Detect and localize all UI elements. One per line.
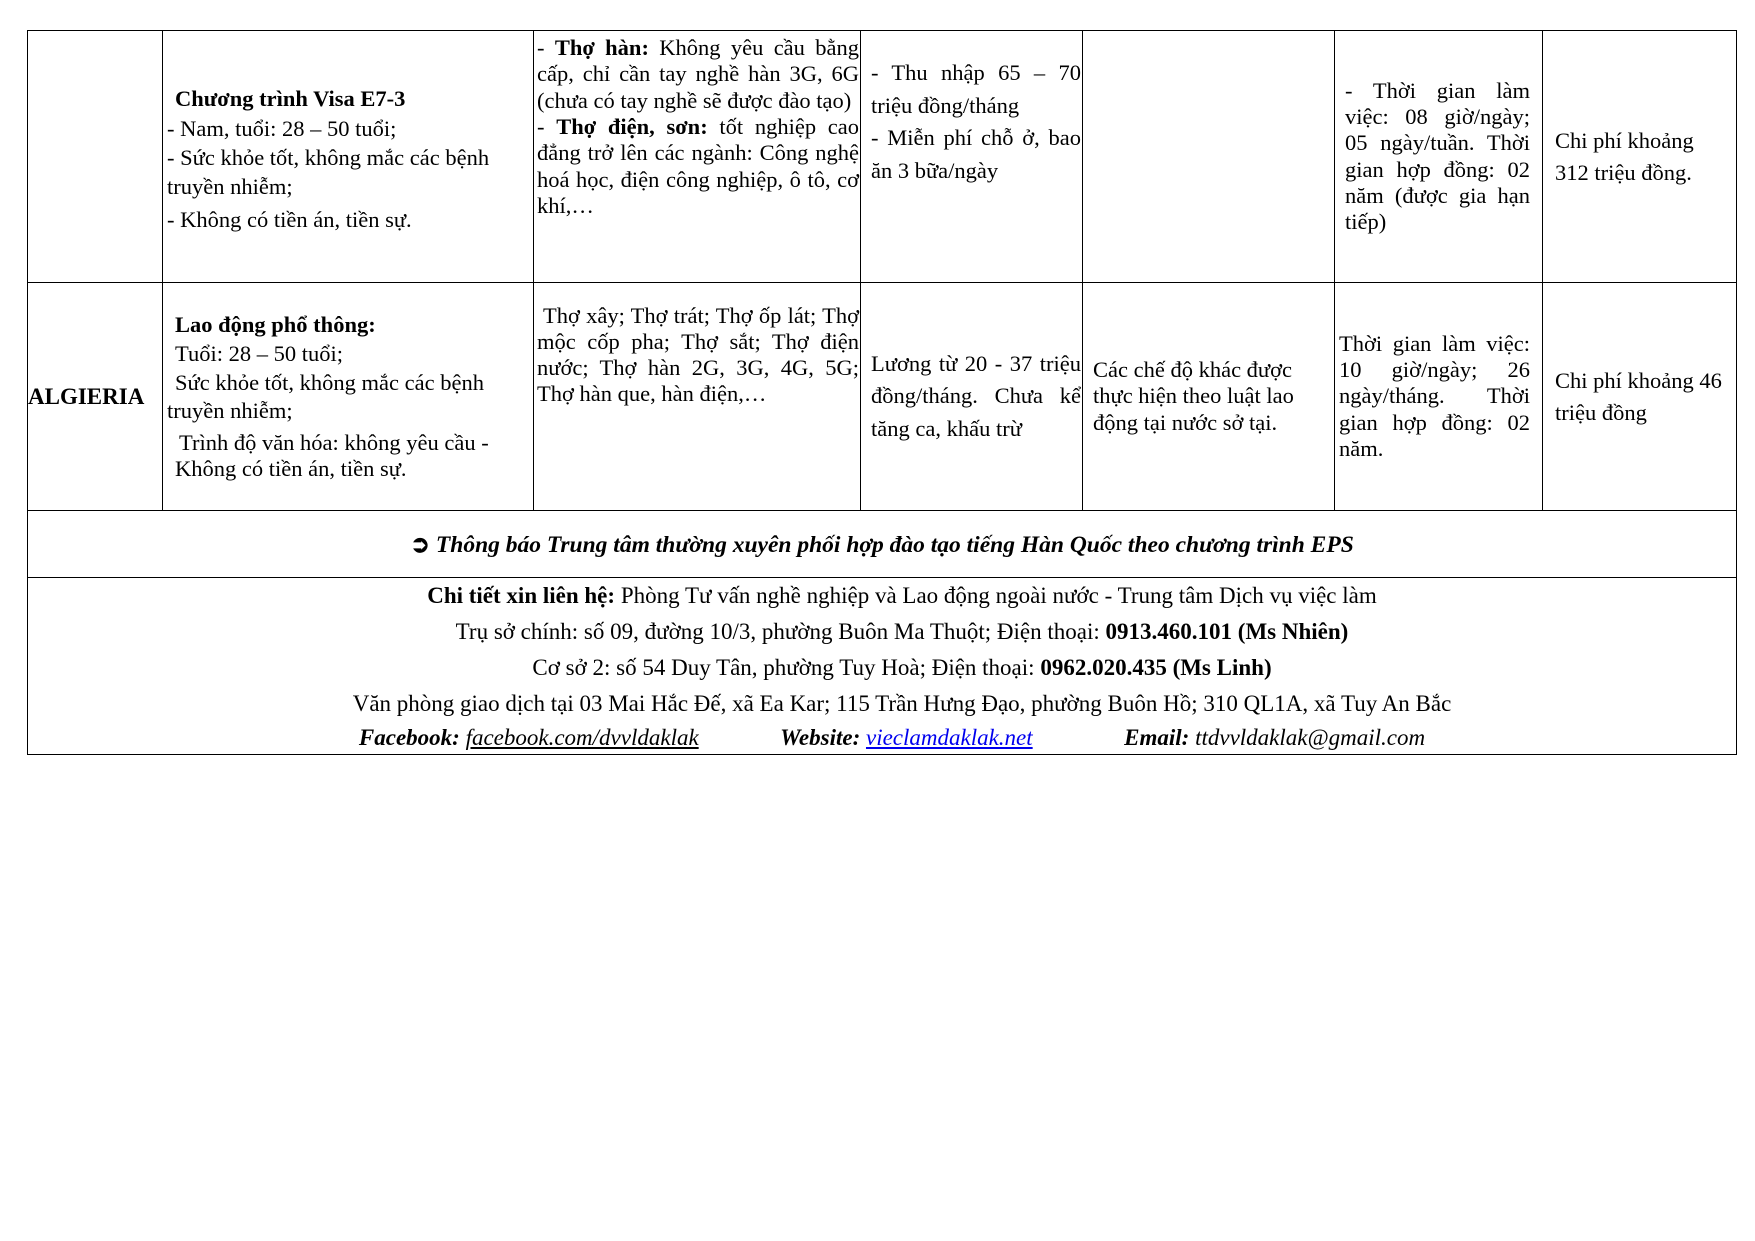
facebook-label: Facebook:: [358, 725, 460, 750]
benefits-cell-empty: [1083, 31, 1335, 283]
branch-address: Cơ sở 2: số 54 Duy Tân, phường Tuy Hoà; Điện thoại:: [532, 655, 1035, 680]
jobs-cell: [534, 283, 861, 511]
branch-phone: 0962.020.435 (Ms Linh): [1040, 655, 1272, 680]
requirement-line: - Nam, tuổi: 28 – 50 tuổi;: [167, 115, 397, 141]
program-title: Lao động phổ thông:: [175, 312, 376, 338]
requirement-line: - Sức khỏe tốt, không mắc các bệnh truyền nhiễm;: [167, 144, 490, 200]
website-label: Website:: [780, 725, 861, 750]
worktime-text: - Thời gian làm việc: 08 giờ/ngày; 05 ngày/tuần. Thời gian hợp đồng: 02 năm (được gia hạn tiếp): [1345, 77, 1530, 235]
requirement-line: Sức khỏe tốt, không mắc các bệnh truyền nhiễm;: [167, 369, 484, 424]
welder-label: Thợ hàn:: [554, 35, 649, 60]
email-address[interactable]: ttdvvldaklak@gmail.com: [1195, 725, 1426, 750]
cost-text: Chi phí khoảng 46 triệu đồng: [1555, 368, 1722, 425]
notice-text: Thông báo Trung tâm thường xuyên phối hợp đào tạo tiếng Hàn Quốc theo chương trình EPS: [435, 531, 1354, 558]
table-row-e7: [28, 31, 1737, 283]
welder-text: Không yêu cầu bằng cấp, chỉ cần tay nghề hàn 3G, 6G (chưa có tay nghề sẽ được đào tạo): [537, 35, 859, 113]
worktime-cell: [1335, 31, 1543, 283]
income-line: - Thu nhập 65 – 70 triệu đồng/tháng: [871, 60, 1081, 118]
contact-label: Chi tiết xin liên hệ:: [427, 583, 616, 608]
hq-phone: 0913.460.101 (Ms Nhiên): [1105, 619, 1349, 644]
electric-text: tốt nghiệp cao đẳng trở lên các ngành: Công nghệ hoá học, điện công nghiệp, ô tô, cơ khí,…: [537, 113, 860, 218]
cost-cell: [1543, 31, 1737, 283]
contact-cell: [28, 578, 1737, 755]
benefits-text: Các chế độ khác được thực hiện theo luật lao động tại nước sở tại.: [1093, 357, 1294, 435]
country-cell-empty: [28, 31, 163, 283]
email-label: Email:: [1124, 725, 1190, 750]
cost-text: Chi phí khoảng 312 triệu đồng.: [1555, 128, 1694, 185]
facebook-link[interactable]: facebook.com/dvvldaklak: [465, 725, 699, 750]
benefits-cell: [1083, 283, 1335, 511]
country-cell: [28, 283, 163, 511]
worktime-cell: [1335, 283, 1543, 511]
website-link[interactable]: vieclamdaklak.net: [865, 725, 1033, 750]
requirement-line: Tuổi: 28 – 50 tuổi;: [175, 340, 343, 366]
contact-links: [28, 722, 1736, 754]
contact-row: [28, 578, 1737, 755]
income-cell: [861, 283, 1083, 511]
requirements-cell: [163, 283, 534, 511]
income-line: - Miễn phí chỗ ở, bao ăn 3 bữa/ngày: [871, 125, 1081, 183]
requirement-line: - Không có tiền án, tiền sự.: [167, 207, 412, 233]
hq-address: Trụ sở chính: số 09, đường 10/3, phường Buôn Ma Thuột; Điện thoại:: [455, 619, 1100, 644]
program-title: Chương trình Visa E7-3: [175, 86, 406, 112]
notice-cell: [28, 511, 1737, 578]
requirements-cell: [163, 31, 534, 283]
income-text: Lương từ 20 - 37 triệu đồng/tháng. Chưa kể tăng ca, khấu trừ: [871, 350, 1081, 441]
jobs-text: Thợ xây; Thợ trát; Thợ ốp lát; Thợ mộc cốp pha; Thợ sắt; Thợ điện nước; Thợ hàn 2G, 3G, 4G, 5G; Thợ hàn que, hàn điện,…: [537, 303, 859, 406]
country-name: ALGIERIA: [28, 383, 145, 409]
table-row-algieria: [28, 283, 1737, 511]
transaction-offices: Văn phòng giao dịch tại 03 Mai Hắc Đế, xã Ea Kar; 115 Trần Hưng Đạo, phường Buôn Hồ; 310 QL1A, xã Tuy An Bắc: [352, 691, 1452, 716]
requirement-line: Trình độ văn hóa: không yêu cầu - Không có tiền án, tiền sự.: [175, 430, 489, 482]
cost-cell: [1543, 283, 1737, 511]
income-cell: [861, 31, 1083, 283]
worktime-text: Thời gian làm việc: 10 giờ/ngày; 26 ngày/tháng. Thời gian hợp đồng: 02 năm.: [1339, 330, 1530, 461]
electric-label: Thợ điện, sơn:: [556, 113, 708, 139]
jobs-cell: - Thợ hàn: Không yêu cầu bằng cấp, chỉ cần tay nghề hàn 3G, 6G (chưa có tay nghề sẽ được đào tạo) - Thợ điện, sơn: tốt nghiệp cao đẳng trở lên các ngành: Công nghệ hoá học, điện công nghiệp, ô tô, cơ khí,…: [534, 31, 861, 283]
job-listing-table: [27, 30, 1737, 755]
contact-office: Phòng Tư vấn nghề nghiệp và Lao động ngoài nước - Trung tâm Dịch vụ việc làm: [620, 583, 1377, 608]
notice-row: [28, 511, 1737, 578]
arrow-icon: ➲: [410, 531, 430, 558]
